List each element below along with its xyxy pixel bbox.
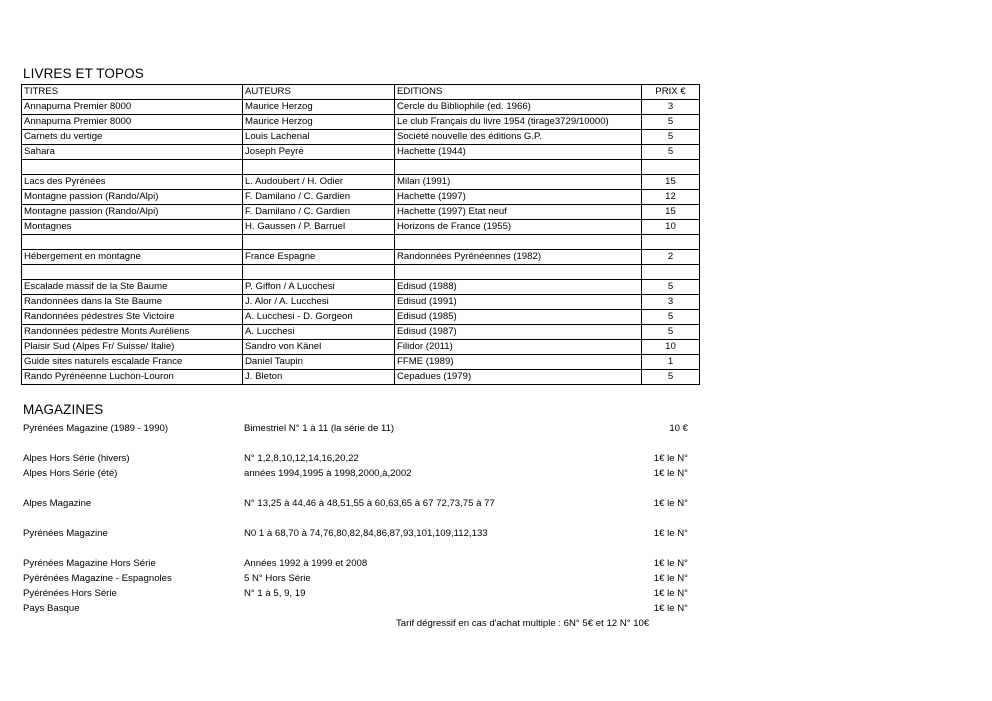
magazine-price: 1€ le N° bbox=[653, 558, 688, 569]
book-price-cell: 5 bbox=[642, 115, 700, 130]
magazine-issues: N0 1 à 68,70 à 74,76,80,82,84,86,87,93,101,109,112,133 bbox=[244, 528, 488, 539]
books-heading: LIVRES ET TOPOS bbox=[23, 66, 144, 81]
book-price-cell: 5 bbox=[642, 145, 700, 160]
magazines-heading: MAGAZINES bbox=[23, 402, 104, 417]
table-row bbox=[22, 145, 700, 160]
book-author-cell: Maurice Herzog bbox=[243, 100, 395, 115]
book-title-cell: Guide sites naturels escalade France bbox=[22, 355, 243, 370]
book-price-cell bbox=[642, 265, 700, 280]
book-price-cell: 12 bbox=[642, 190, 700, 205]
book-title-cell: Montagne passion (Rando/Alpi) bbox=[22, 190, 243, 205]
table-row bbox=[22, 340, 700, 355]
book-price-cell: 3 bbox=[642, 295, 700, 310]
magazine-issues: Années 1992 à 1999 et 2008 bbox=[244, 558, 368, 569]
magazine-title: Alpes Hors Série (été) bbox=[23, 468, 118, 479]
magazine-price: 1€ le N° bbox=[653, 588, 688, 599]
magazine-price: 10 € bbox=[669, 423, 688, 434]
magazine-row bbox=[0, 557, 992, 570]
magazine-issues: N° 1 à 5, 9, 19 bbox=[244, 588, 306, 599]
book-title-cell bbox=[22, 235, 243, 250]
book-author-cell bbox=[243, 160, 395, 175]
book-author-cell: Maurice Herzog bbox=[243, 115, 395, 130]
table-row bbox=[22, 250, 700, 265]
magazine-price: 1€ le N° bbox=[653, 573, 688, 584]
book-title-cell: Annapurna Premier 8000 bbox=[22, 100, 243, 115]
column-header-authors: AUTEURS bbox=[243, 85, 395, 100]
magazine-row bbox=[0, 527, 992, 540]
book-author-cell: Sandro von Känel bbox=[243, 340, 395, 355]
book-edition-cell: Le club Français du livre 1954 (tirage3729/10000) bbox=[395, 115, 642, 130]
magazine-row bbox=[0, 452, 992, 465]
table-row bbox=[22, 130, 700, 145]
book-price-cell: 10 bbox=[642, 220, 700, 235]
magazine-title: Alpes Hors Série (hivers) bbox=[23, 453, 130, 464]
book-edition-cell: Hachette (1997) bbox=[395, 190, 642, 205]
table-row bbox=[22, 310, 700, 325]
table-row bbox=[22, 355, 700, 370]
table-row bbox=[22, 115, 700, 130]
book-edition-cell: Horizons de France (1955) bbox=[395, 220, 642, 235]
book-price-cell: 5 bbox=[642, 325, 700, 340]
book-author-cell: J. Bleton bbox=[243, 370, 395, 385]
magazine-row bbox=[0, 497, 992, 510]
book-price-cell bbox=[642, 235, 700, 250]
book-edition-cell bbox=[395, 235, 642, 250]
book-title-cell: Randonnées pédestre Monts Auréliens bbox=[22, 325, 243, 340]
book-edition-cell bbox=[395, 265, 642, 280]
column-header-editions: EDITIONS bbox=[395, 85, 642, 100]
book-title-cell: Carnets du vertige bbox=[22, 130, 243, 145]
spacer-row bbox=[22, 235, 700, 250]
book-author-cell: P. Giffon / A Lucchesi bbox=[243, 280, 395, 295]
magazine-title: Alpes Magazine bbox=[23, 498, 92, 509]
book-title-cell: Plaisir Sud (Alpes Fr/ Suisse/ Italie) bbox=[22, 340, 243, 355]
magazine-price: 1€ le N° bbox=[653, 603, 688, 614]
magazine-price: 1€ le N° bbox=[653, 528, 688, 539]
book-edition-cell: Edisud (1991) bbox=[395, 295, 642, 310]
magazine-row bbox=[0, 602, 992, 615]
book-author-cell bbox=[243, 235, 395, 250]
table-row bbox=[22, 205, 700, 220]
table-row bbox=[22, 325, 700, 340]
book-author-cell bbox=[243, 265, 395, 280]
book-price-cell: 5 bbox=[642, 370, 700, 385]
magazine-title: Pyrénées Magazine bbox=[23, 528, 108, 539]
book-price-cell: 2 bbox=[642, 250, 700, 265]
magazine-title: Pyrénées Magazine (1989 - 1990) bbox=[23, 423, 169, 434]
books-table bbox=[21, 84, 700, 385]
magazine-row bbox=[0, 587, 992, 600]
book-edition-cell: Randonnées Pyrénéennes (1982) bbox=[395, 250, 642, 265]
magazine-price: 1€ le N° bbox=[653, 498, 688, 509]
book-edition-cell: Cercle du Bibliophile (ed. 1966) bbox=[395, 100, 642, 115]
book-edition-cell: FFME (1989) bbox=[395, 355, 642, 370]
book-author-cell: Louis Lachenal bbox=[243, 130, 395, 145]
column-header-titles: TITRES bbox=[22, 85, 243, 100]
book-title-cell: Randonnées dans la Ste Baume bbox=[22, 295, 243, 310]
book-author-cell: J. Alor / A. Lucchesi bbox=[243, 295, 395, 310]
pricing-note: Tarif dégressif en cas d'achat multiple : 6N° 5€ et 12 N° 10€ bbox=[396, 618, 650, 629]
book-author-cell: A. Lucchesi - D. Gorgeon bbox=[243, 310, 395, 325]
book-title-cell bbox=[22, 160, 243, 175]
book-edition-cell: Edisud (1988) bbox=[395, 280, 642, 295]
book-edition-cell: Hachette (1997) Etat neuf bbox=[395, 205, 642, 220]
book-price-cell: 5 bbox=[642, 280, 700, 295]
book-edition-cell: Edisud (1985) bbox=[395, 310, 642, 325]
magazine-title: Pyérénées Magazine - Espagnoles bbox=[23, 573, 172, 584]
book-author-cell: F. Damilano / C. Gardien bbox=[243, 190, 395, 205]
book-title-cell bbox=[22, 265, 243, 280]
book-edition-cell bbox=[395, 160, 642, 175]
table-row bbox=[22, 190, 700, 205]
magazine-title: Pays Basque bbox=[23, 603, 80, 614]
magazine-title: Pyrénées Magazine Hors Série bbox=[23, 558, 156, 569]
magazine-issues: années 1994,1995 à 1998,2000,à,2002 bbox=[244, 468, 412, 479]
book-author-cell: A. Lucchesi bbox=[243, 325, 395, 340]
spacer-row bbox=[22, 265, 700, 280]
book-title-cell: Escalade massif de la Ste Baume bbox=[22, 280, 243, 295]
book-title-cell: Montagne passion (Rando/Alpi) bbox=[22, 205, 243, 220]
magazine-issues: 5 N° Hors Série bbox=[244, 573, 311, 584]
book-price-cell: 5 bbox=[642, 310, 700, 325]
book-author-cell: Daniel Taupin bbox=[243, 355, 395, 370]
book-author-cell: France Espagne bbox=[243, 250, 395, 265]
book-price-cell: 3 bbox=[642, 100, 700, 115]
magazine-price: 1€ le N° bbox=[653, 453, 688, 464]
book-title-cell: Hébergement en montagne bbox=[22, 250, 243, 265]
book-title-cell: Sahara bbox=[22, 145, 243, 160]
table-row bbox=[22, 370, 700, 385]
book-edition-cell: Cepadues (1979) bbox=[395, 370, 642, 385]
book-title-cell: Montagnes bbox=[22, 220, 243, 235]
book-title-cell: Annapurna Premier 8000 bbox=[22, 115, 243, 130]
books-table-header bbox=[22, 85, 700, 100]
book-author-cell: F. Damilano / C. Gardien bbox=[243, 205, 395, 220]
book-price-cell: 15 bbox=[642, 205, 700, 220]
book-title-cell: Rando Pyrénéenne Luchon-Louron bbox=[22, 370, 243, 385]
table-row bbox=[22, 220, 700, 235]
column-header-price: PRIX € bbox=[642, 85, 700, 100]
magazine-price: 1€ le N° bbox=[653, 468, 688, 479]
book-edition-cell: Filidor (2011) bbox=[395, 340, 642, 355]
book-edition-cell: Milan (1991) bbox=[395, 175, 642, 190]
magazine-row bbox=[0, 467, 992, 480]
book-price-cell bbox=[642, 160, 700, 175]
magazine-issues: Bimestriel N° 1 à 11 (la série de 11) bbox=[244, 423, 395, 434]
book-price-cell: 10 bbox=[642, 340, 700, 355]
table-row bbox=[22, 295, 700, 310]
book-author-cell: L. Audoubert / H. Odier bbox=[243, 175, 395, 190]
book-author-cell: Joseph Peyré bbox=[243, 145, 395, 160]
magazine-row bbox=[0, 572, 992, 585]
book-author-cell: H. Gaussen / P. Barruel bbox=[243, 220, 395, 235]
book-edition-cell: Edisud (1987) bbox=[395, 325, 642, 340]
book-edition-cell: Société nouvelle des éditions G.P. bbox=[395, 130, 642, 145]
table-row bbox=[22, 280, 700, 295]
book-price-cell: 15 bbox=[642, 175, 700, 190]
magazine-issues: N° 1,2,8,10,12,14,16,20,22 bbox=[244, 453, 359, 464]
book-edition-cell: Hachette (1944) bbox=[395, 145, 642, 160]
magazine-row bbox=[0, 422, 992, 435]
spacer-row bbox=[22, 160, 700, 175]
magazine-issues: N° 13,25 à 44,46 à 48,51,55 à 60,63,65 à 67 72,73,75 à 77 bbox=[244, 498, 495, 509]
table-row bbox=[22, 100, 700, 115]
book-title-cell: Randonnées pédestres Ste Victoire bbox=[22, 310, 243, 325]
book-price-cell: 5 bbox=[642, 130, 700, 145]
book-title-cell: Lacs des Pyrénées bbox=[22, 175, 243, 190]
magazine-title: Pyérénées Hors Série bbox=[23, 588, 117, 599]
book-price-cell: 1 bbox=[642, 355, 700, 370]
table-row bbox=[22, 175, 700, 190]
